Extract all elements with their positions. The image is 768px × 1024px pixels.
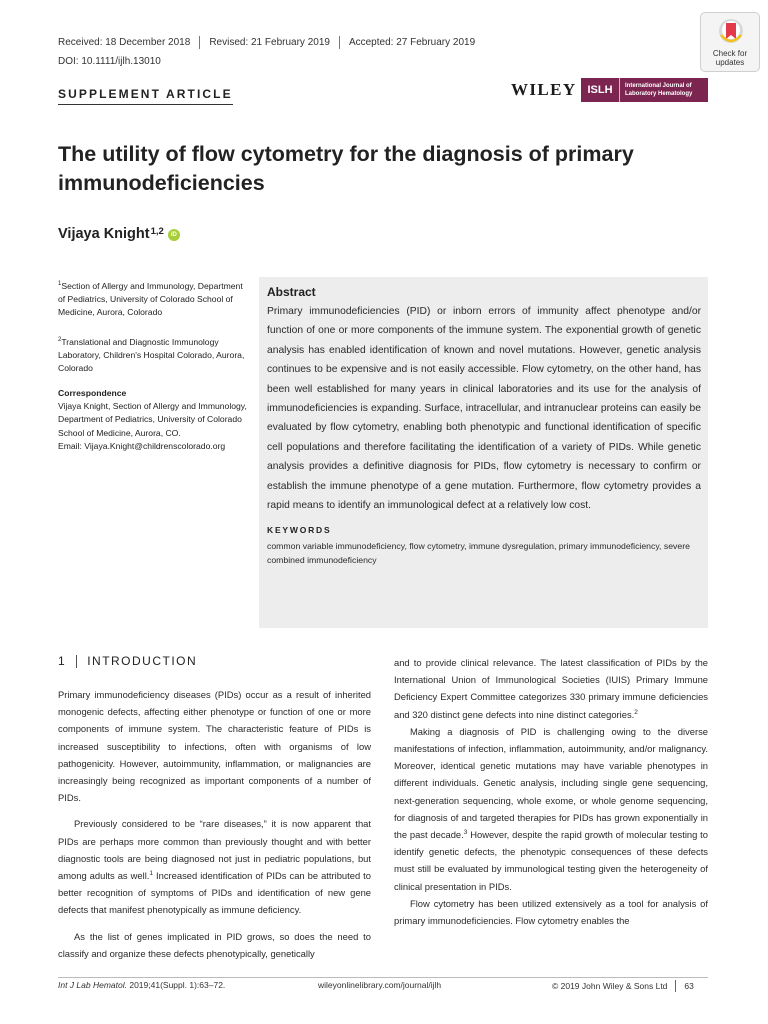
author-name[interactable]: Vijaya Knight: [58, 226, 150, 242]
author-line: [58, 226, 180, 242]
section-number: 1: [58, 654, 67, 668]
section-divider: [76, 655, 77, 668]
paragraph: Primary immunodeficiency diseases (PIDs) occur as a result of inherited monogenic defects, affecting either phenotype or function of one or more components of immune system. The characteristic feature of PIDs is increased susceptibility to infections, often with organisms of low pathogenicity. However, autoimmunity, inflammation, or malignancies are increasingly being recognized as important components of a number of PIDs.: [58, 689, 371, 804]
paragraph: and to provide clinical relevance. The latest classification of PIDs by the International Union of Immunological Societies (IUIS) Primary Immune Deficiency Expert Committee categorizes 330 primary immune deficiencies and 320 distinct gene defects into nine distinct categories.$^2$: [394, 657, 708, 720]
doi[interactable]: DOI: 10.1111/ijlh.13010: [58, 56, 161, 67]
page-number: 63: [684, 981, 694, 991]
footer-divider: [675, 980, 676, 992]
journal-abbrev: Int J Lab Hematol.: [58, 980, 127, 990]
citation-details: 2019;41(Suppl. 1):63–72.: [126, 980, 226, 990]
paragraph: As the list of genes implicated in PID grows, so does the need to classify and organize these defects phenotypically, genetically: [58, 930, 371, 959]
paragraph: Previously considered to be “rare diseases,” it is now apparent that PIDs are perhaps more common than previously thought and with better diagnostic tools are being diagnosed not just in pediatric populations, but among adults as well.$^1$ Increased identification of PIDs can be attributed to better recognition of symptoms of PIDs and identification of new gene defects that manifest phenotypically as immune deficiency.: [58, 818, 371, 916]
wiley-logo: WILEY: [511, 80, 577, 99]
paragraph: Flow cytometry has been utilized extensively as a tool for analysis of primary immunodeficiencies. Flow cytometry enables the: [394, 897, 708, 927]
journal-logo-mark: ISLH: [581, 78, 620, 102]
footer-right: [552, 980, 694, 992]
abstract-box: [259, 277, 708, 628]
accepted-date: Accepted: 27 February 2019: [348, 37, 476, 48]
footer-url[interactable]: wileyonlinelibrary.com/journal/ijlh: [318, 980, 442, 990]
journal-logo-name: International Journal of Laboratory Hematology: [625, 83, 693, 97]
article-dates: [58, 36, 475, 49]
revised-date: Revised: 21 February 2019: [209, 37, 330, 48]
citation-ref[interactable]: 1: [149, 869, 154, 877]
keywords-label: KEYWORDS: [267, 525, 332, 536]
article-type: SUPPLEMENT ARTICLE: [58, 87, 233, 105]
date-divider: [339, 36, 340, 49]
correspondence-email[interactable]: Email: Vijaya.Knight@childrenscolorado.org: [58, 440, 226, 451]
author-affiliation-refs: 1,2: [150, 226, 164, 237]
orcid-icon[interactable]: iD: [168, 229, 180, 241]
keywords-list: common variable immunodeficiency, flow cytometry, immune dysregulation, primary immunodeficiency, severe combined immunodeficiency: [267, 541, 690, 566]
received-date: Received: 18 December 2018: [58, 37, 191, 48]
correspondence: [58, 387, 248, 453]
body-column-right: [394, 654, 708, 929]
citation-ref[interactable]: 3: [463, 828, 468, 836]
footer-rule: [58, 977, 708, 978]
abstract-text: Primary immunodeficiencies (PID) or inborn errors of immunity affect phenotype and/or function of one or more components of the immune system. The exponential growth of genetic analysis has enabled identification of known and novel mutations. However, genetic analysis continues to be expensive and is not easily accessible. Flow cytometry, on the other hand, has been well established for many years in clinical laboratories and its use for the analysis of immunodeficiencies is expanding. Surface, intracellular, and intranuclear proteins can easily be evaluated by flow cytometry, enabling both phenotypic and functional identification of specific cell populations and therefore facilitating the identification of a variety of PIDs. While genetic analysis provides a definitive diagnosis for PIDs, flow cytometry is necessary to confirm or establish the immune phenotype of a gene mutation. Furthermore, flow cytometry provides a rapid means to identify an immunological defect at a relatively low cost.: [267, 306, 701, 512]
correspondence-label: Correspondence: [58, 388, 127, 398]
citation-ref[interactable]: 2: [634, 708, 638, 716]
affiliation-2: $^2$Translational and Diagnostic Immunology Laboratory, Children's Hospital Colorado, Aurora, Colorado: [58, 336, 245, 374]
correspondence-address: Vijaya Knight, Section of Allergy and Immunology, Department of Pediatrics, University of Colorado School of Medicine, Aurora, CO.: [58, 401, 247, 438]
date-divider: [199, 36, 200, 49]
abstract-heading: Abstract: [267, 285, 316, 299]
copyright: © 2019 John Wiley & Sons Ltd: [552, 981, 668, 991]
body-column-left: [58, 686, 371, 962]
footer-citation: [58, 980, 225, 990]
paragraph: Making a diagnosis of PID is challenging owing to the diverse manifestations of infection, inflammation, autoimmunity, and/or malignancy. Moreover, identical genetic mutations may have variable phenotypes in different individuals. Genetic analysis, including single gene sequencing, next-generation sequencing, whole exome, or whole genome sequencing, for diagnosis of and targeted therapies for PIDs has grown exponentially in the past decade.$^3$ However, despite the rapid growth of molecular testing to identify genetic defects, the phenotypic consequences of these defects must still be evaluated by immunological testing given the heterogeneity of clinical presentation in PIDs.: [394, 725, 709, 892]
check-for-updates-label-2: updates: [715, 58, 745, 67]
section-heading-introduction: [58, 654, 197, 668]
affiliation-1: $^1$Section of Allergy and Immunology, Department of Pediatrics, University of Colorado School of Medicine, Aurora, Colorado: [58, 280, 243, 318]
crossmark-icon: [717, 17, 745, 47]
journal-logo: [581, 78, 708, 102]
section-title: INTRODUCTION: [87, 654, 198, 668]
check-for-updates-badge[interactable]: [700, 12, 760, 72]
article-title: The utility of flow cytometry for the diagnosis of primary immunodeficiencies: [58, 142, 634, 195]
check-for-updates-label: Check for: [712, 49, 748, 58]
